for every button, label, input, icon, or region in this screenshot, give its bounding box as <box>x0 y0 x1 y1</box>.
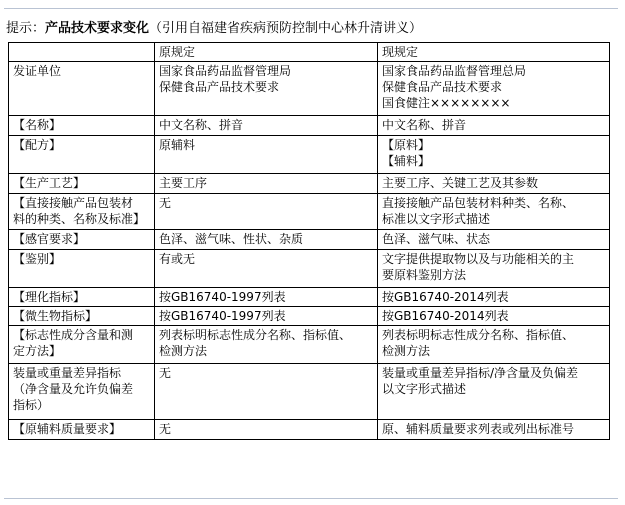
top-divider <box>4 8 618 9</box>
row-item-cell <box>9 307 155 326</box>
row-new-cell-text: 中文名称、拼音 <box>382 118 467 132</box>
row-item-cell-text: 【微生物指标】 <box>13 309 98 323</box>
header-cell-new-text: 现规定 <box>382 45 419 59</box>
row-new-cell-text: 主要工序、关键工艺及其参数 <box>382 176 539 190</box>
caption-prefix: 提示： <box>6 21 46 36</box>
row-item-cell-text: 【标志性成分含量和测 <box>13 328 134 342</box>
row-new-cell-text: 国家食品药品监督管理总局 <box>382 64 527 78</box>
caption-source: （引用自福建省疾病预防控制中心林升清讲义） <box>149 21 423 36</box>
row-new-cell-text: 按GB16740-2014列表 <box>382 290 509 304</box>
header-cell-new <box>378 43 610 62</box>
row-item-cell <box>9 288 155 307</box>
row-old-cell <box>155 420 378 440</box>
row-new-cell <box>378 62 610 116</box>
row-item-cell-text: 【理化指标】 <box>13 290 86 304</box>
row-new-cell <box>378 250 610 288</box>
row-item-cell-text: 【鉴别】 <box>13 252 62 266</box>
row-item-cell <box>9 230 155 250</box>
row-item-cell-text: 【生产工艺】 <box>13 176 86 190</box>
table-row <box>9 194 610 230</box>
row-old-cell-text: 列表标明标志性成分名称、指标值、 <box>159 328 352 342</box>
row-new-cell-text: 标准以文字形式描述 <box>382 212 491 226</box>
row-item-cell-text: 【直接接触产品包装材 <box>13 196 134 210</box>
row-item-cell <box>9 420 155 440</box>
row-old-cell <box>155 194 378 230</box>
row-old-cell-text: 国家食品药品监督管理局 <box>159 64 292 78</box>
row-old-cell-text: 原辅料 <box>159 138 196 152</box>
row-item-cell <box>9 326 155 364</box>
table-row <box>9 230 610 250</box>
row-old-cell <box>155 62 378 116</box>
row-old-cell-text: 无 <box>159 196 172 210</box>
table-row <box>9 174 610 194</box>
row-item-cell-text: 【配方】 <box>13 138 62 152</box>
row-new-cell-text: 列表标明标志性成分名称、指标值、 <box>382 328 575 342</box>
row-new-cell-text: 原、辅料质量要求列表或列出标准号 <box>382 422 575 436</box>
row-old-cell-text: 色泽、滋气味、性状、杂质 <box>159 232 304 246</box>
header-cell-item <box>9 43 155 62</box>
row-old-cell-text: 中文名称、拼音 <box>159 118 244 132</box>
row-new-cell <box>378 194 610 230</box>
caption-title: 产品技术要求变化 <box>45 21 150 36</box>
row-new-cell-text: 以文字形式描述 <box>382 382 467 396</box>
row-new-cell-text: 色泽、滋气味、状态 <box>382 232 491 246</box>
table-row <box>9 420 610 440</box>
row-item-cell-text: 【原辅料质量要求】 <box>13 422 122 436</box>
row-new-cell <box>378 174 610 194</box>
row-item-cell <box>9 136 155 174</box>
row-old-cell <box>155 326 378 364</box>
table-row <box>9 326 610 364</box>
requirements-comparison-table <box>8 42 610 440</box>
row-new-cell-text: 保健食品产品技术要求 <box>382 80 503 94</box>
row-old-cell <box>155 136 378 174</box>
row-new-cell <box>378 136 610 174</box>
row-old-cell <box>155 116 378 136</box>
row-old-cell-text: 主要工序 <box>159 176 208 190</box>
row-new-cell <box>378 288 610 307</box>
row-new-cell-text: 直接接触产品包装材料种类、名称、 <box>382 196 575 210</box>
row-new-cell <box>378 116 610 136</box>
row-old-cell <box>155 364 378 420</box>
row-old-cell-text: 按GB16740-1997列表 <box>159 290 286 304</box>
table-row <box>9 116 610 136</box>
row-item-cell <box>9 174 155 194</box>
row-old-cell-text: 无 <box>159 366 172 380</box>
row-item-cell-text: 【名称】 <box>13 118 62 132</box>
bottom-divider <box>4 498 618 499</box>
row-new-cell-text: 国食健注×××××××× <box>382 96 511 110</box>
row-item-cell-text: 【感官要求】 <box>13 232 86 246</box>
row-item-cell-text: 装量或重量差异指标 <box>13 366 122 380</box>
table-row <box>9 136 610 174</box>
row-item-cell <box>9 194 155 230</box>
row-new-cell-text: 要原料鉴别方法 <box>382 268 467 282</box>
table-row <box>9 250 610 288</box>
row-old-cell <box>155 250 378 288</box>
row-old-cell-text: 有或无 <box>159 252 196 266</box>
row-old-cell <box>155 288 378 307</box>
row-old-cell <box>155 307 378 326</box>
table-row <box>9 288 610 307</box>
row-old-cell <box>155 174 378 194</box>
row-item-cell-text: 料的种类、名称及标准】 <box>13 212 146 226</box>
row-new-cell <box>378 326 610 364</box>
table-header-row <box>9 43 610 62</box>
row-old-cell-text: 检测方法 <box>159 344 208 358</box>
row-item-cell <box>9 116 155 136</box>
row-new-cell-text: 文字提供提取物以及与功能相关的主 <box>382 252 575 266</box>
row-old-cell-text: 按GB16740-1997列表 <box>159 309 286 323</box>
row-item-cell-text: 发证单位 <box>13 64 62 78</box>
row-old-cell-text: 保健食品产品技术要求 <box>159 80 280 94</box>
row-old-cell <box>155 230 378 250</box>
row-new-cell <box>378 420 610 440</box>
row-item-cell <box>9 250 155 288</box>
row-item-cell-text: （净含量及允许负偏差 <box>13 382 134 396</box>
row-new-cell <box>378 307 610 326</box>
table-caption <box>6 20 422 38</box>
row-new-cell-text: 【辅料】 <box>382 154 431 168</box>
row-new-cell <box>378 230 610 250</box>
table-row <box>9 62 610 116</box>
row-item-cell <box>9 62 155 116</box>
row-new-cell <box>378 364 610 420</box>
row-item-cell-text: 定方法】 <box>13 344 62 358</box>
row-new-cell-text: 【原料】 <box>382 138 431 152</box>
header-cell-old-text: 原规定 <box>159 45 196 59</box>
row-new-cell-text: 检测方法 <box>382 344 431 358</box>
row-item-cell <box>9 364 155 420</box>
row-old-cell-text: 无 <box>159 422 172 436</box>
header-cell-old <box>155 43 378 62</box>
row-item-cell-text: 指标） <box>13 398 50 412</box>
row-new-cell-text: 装量或重量差异指标/净含量及负偏差 <box>382 366 579 380</box>
table-row <box>9 364 610 420</box>
row-new-cell-text: 按GB16740-2014列表 <box>382 309 509 323</box>
table-row <box>9 307 610 326</box>
